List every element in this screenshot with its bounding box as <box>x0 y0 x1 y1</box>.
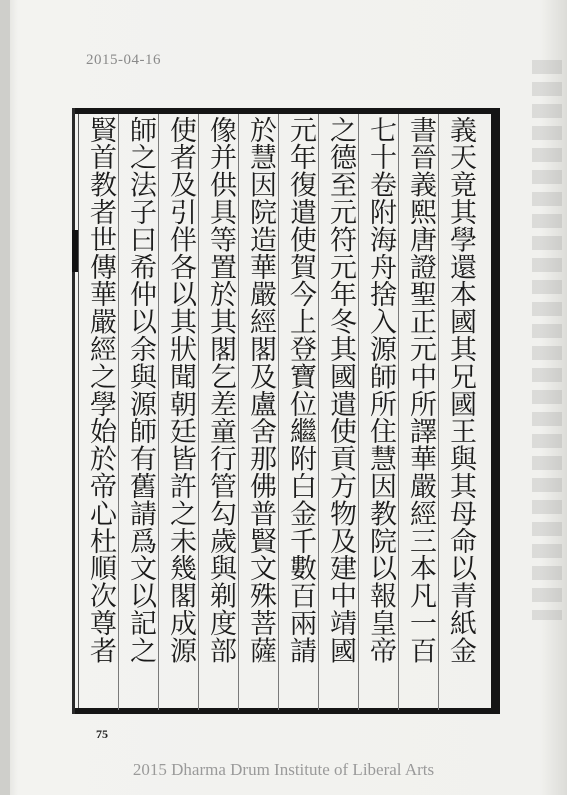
column-rule <box>278 114 279 710</box>
column-rule <box>158 114 159 710</box>
column-rule <box>118 114 119 710</box>
text-column-1: 義天竟其學還本國其兄國王與其母命以青紙金 <box>445 116 476 664</box>
frame-top-border <box>72 108 500 114</box>
column-rule <box>398 114 399 710</box>
text-column-6: 於慧因院造華嚴經閣及盧舍那佛普賢文殊菩薩 <box>245 116 276 664</box>
text-column-8: 使者及引伴各以其狀聞朝廷皆許之未幾閣成源 <box>165 116 196 664</box>
column-rule <box>438 114 439 710</box>
text-column-10: 賢首教者世傳華嚴經之學始於帝心杜順次尊者 <box>85 116 116 664</box>
text-column-4: 之德至元符元年冬其國遣使貢方物及建中靖國 <box>325 116 356 664</box>
column-rule <box>238 114 239 710</box>
column-rule <box>198 114 199 710</box>
column-rule <box>358 114 359 710</box>
bleed-through-right <box>532 60 562 620</box>
frame-inner-rule <box>78 114 79 708</box>
text-column-3: 七十卷附海舟捨入源師所住慧因教院以報皇帝 <box>365 116 396 664</box>
page-number: 75 <box>96 727 108 741</box>
scan-date: 2015-04-16 <box>86 52 161 68</box>
frame-right-border <box>491 108 500 714</box>
fold-tab-marker <box>72 230 78 272</box>
copyright-footer: 2015 Dharma Drum Institute of Liberal Arts <box>132 760 435 779</box>
text-column-9: 師之法子曰希仲以余與源師有舊請爲文以記之 <box>125 116 156 664</box>
text-column-2: 書晉義熙唐證聖正元中所譯華嚴經三本凡一百 <box>405 116 436 664</box>
page-shadow-left <box>0 0 10 795</box>
text-column-5: 元年復遣使賀今上登寶位繼附白金千數百兩請 <box>285 116 316 664</box>
column-rule <box>318 114 319 710</box>
text-column-7: 像并供具等置於其閣乞差童行管勾歲與剃度部 <box>205 116 236 664</box>
frame-left-border <box>72 108 75 714</box>
